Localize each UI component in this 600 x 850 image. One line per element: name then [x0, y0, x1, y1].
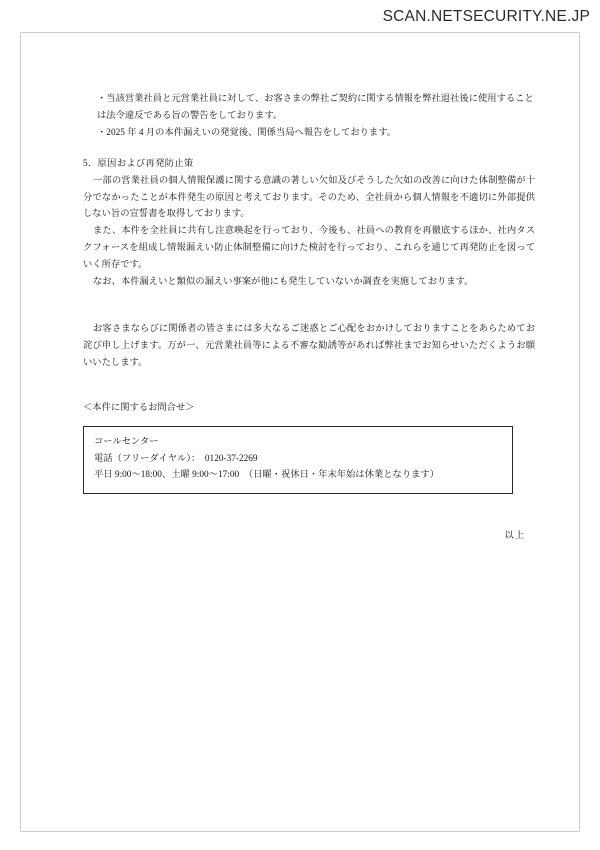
contact-business-hours: 平日 9:00～18:00、土曜 9:00～17:00 （日曜・祝休日・年末年始は休業となります） — [94, 470, 440, 481]
document-body — [83, 91, 535, 554]
document-sign-off: 以上 — [504, 531, 525, 542]
section-title: 原因および再発防止策 — [97, 158, 194, 169]
section-causes-and-prevention — [83, 156, 535, 291]
contact-call-center-label: コールセンター — [94, 436, 159, 447]
document-page — [20, 32, 580, 832]
contact-info-box — [83, 426, 513, 494]
section-paragraph: 一部の営業社員の個人情報保護に関する意識の著しい欠如及びそうした欠如の改善に向けた体制整備が十分でなかったことが本件発生の原因と考えております。そのため、全社員から個人情報を不適切に外部提供しない旨の宣誓書を取得しております。 — [83, 175, 535, 220]
site-watermark: SCAN.NETSECURITY.NE.JP — [382, 8, 590, 25]
bullet-list — [83, 91, 535, 142]
closing-statement — [83, 321, 535, 372]
section-paragraph: なお、本件漏えいと類似の漏えい事案が他にも発生していないか調査を実施しております。 — [93, 277, 474, 288]
contact-section-title: ＜本件に関するお問合せ＞ — [83, 402, 195, 413]
closing-paragraph: お客さまならびに関係者の皆さまには多大なるご迷惑とご心配をおかけしておりますことをあらためてお詫び申し上げます。万が一、元営業社員等による不審な勧誘等があれば弊社までお知らせいただくようお願いいたします。 — [83, 323, 535, 368]
section-heading — [83, 156, 535, 173]
list-item: ・2025 年 4 月の本件漏えいの発覚後、関係当局へ報告をしております。 — [97, 127, 397, 138]
contact-phone-number: 電話（フリーダイヤル）： 0120-37-2269 — [94, 453, 258, 464]
section-paragraph: また、本件を全社員に共有し注意喚起を行っており、今後も、社員への教育を再徹底するほか、社内タスクフォースを組成し情報漏えい防止体制整備に向けた検討を行っており、これらを通じて再発防止を図っていく所存です。 — [83, 226, 535, 271]
section-number: 5． — [83, 158, 98, 169]
list-item: ・当該営業社員と元営業社員に対して、お客さまの弊社ご契約に関する情報を弊社退社後に使用することは法令違反である旨の警告をしております。 — [97, 94, 534, 121]
